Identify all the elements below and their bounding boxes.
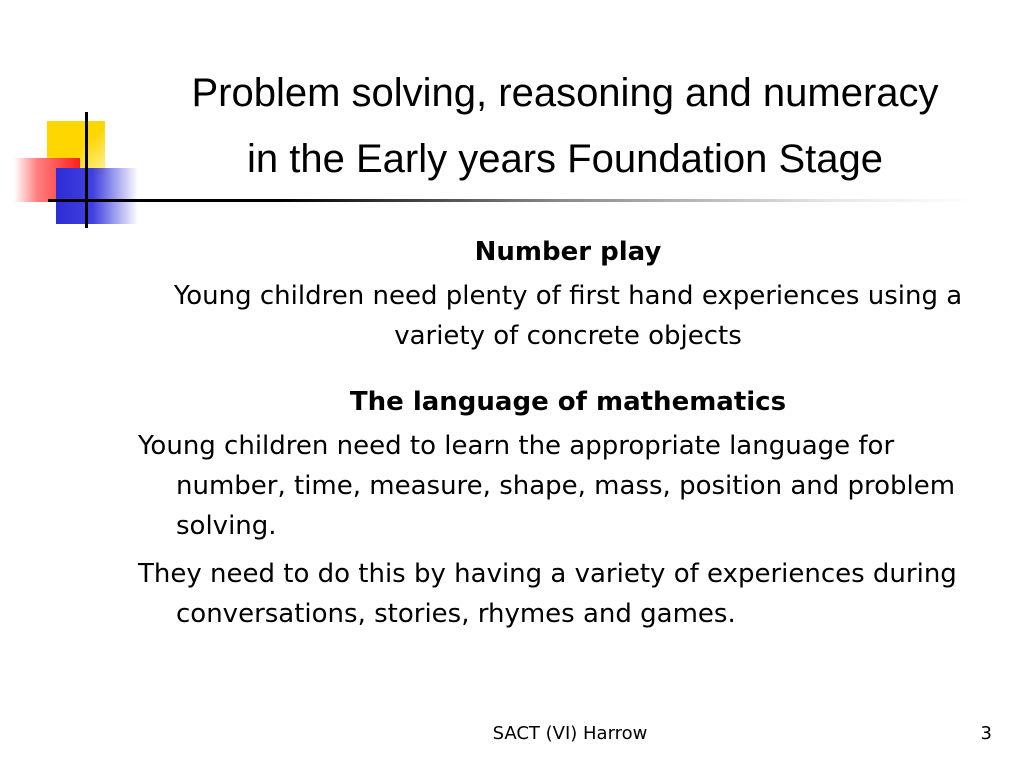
- slide-title: [130, 60, 1000, 192]
- section-body-number-play: Young children need plenty of first hand experiences using a variety of concrete objects: [173, 281, 963, 351]
- logo-blue-square: [56, 168, 138, 224]
- slide-body: [138, 232, 998, 634]
- slide-number: 3: [980, 723, 992, 744]
- section-heading-language-of-mathematics: The language of mathematics: [349, 387, 787, 417]
- slide-title-line-1: Problem solving, reasoning and numeracy: [191, 71, 939, 115]
- section-heading-number-play: Number play: [474, 237, 662, 267]
- language-paragraph-2: They need to do this by having a variety of experiences during conversations, stories, rhymes and games.: [138, 559, 957, 629]
- language-paragraph-1: Young children need to learn the appropriate language for number, time, measure, shape, mass, position and problem solving.: [138, 431, 956, 541]
- title-divider: [48, 199, 978, 202]
- footer-text: SACT (VI) Harrow: [492, 723, 648, 744]
- logo-vertical-line: [85, 112, 88, 228]
- slide-title-line-2: in the Early years Foundation Stage: [247, 137, 883, 181]
